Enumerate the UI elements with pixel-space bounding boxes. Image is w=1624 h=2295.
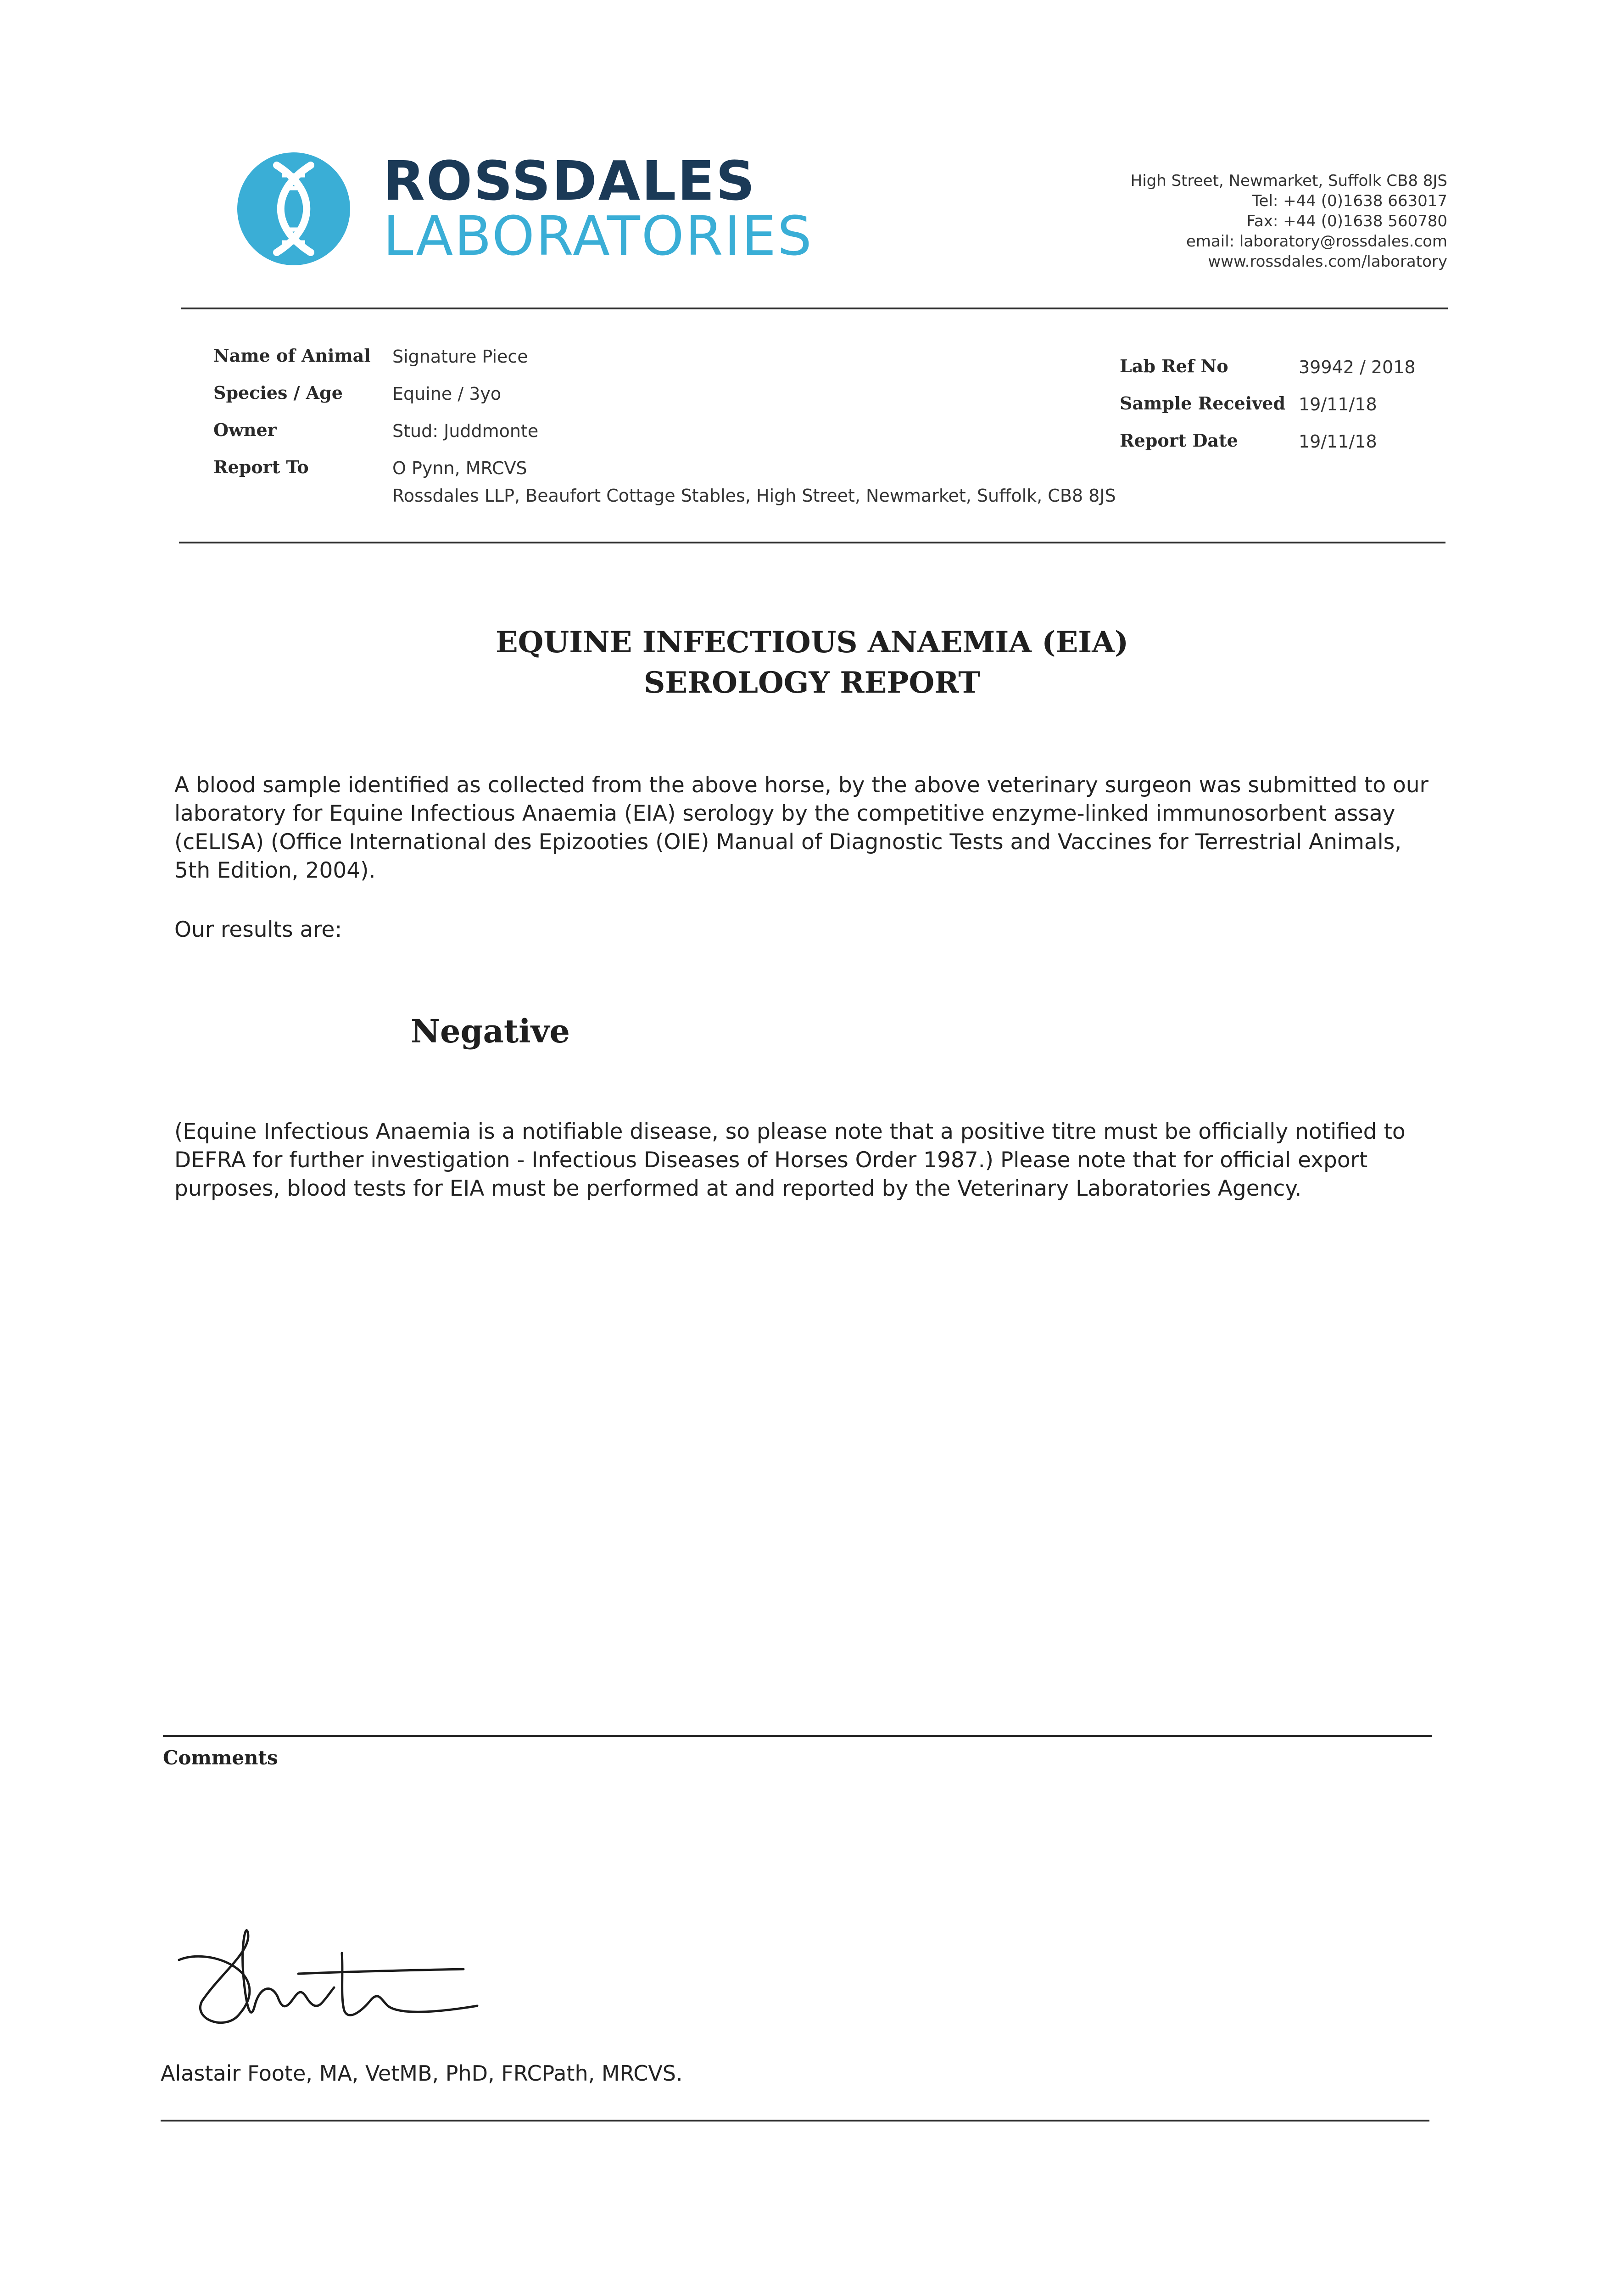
comments-divider (163, 1735, 1432, 1737)
species-label: Species / Age (213, 382, 343, 403)
name-label: Name of Animal (213, 345, 371, 366)
report-to-address: Rossdales LLP, Beaufort Cottage Stables, High Street, Newmarket, Suffolk, CB8 8JS (392, 486, 1116, 506)
lab-ref-value: 39942 / 2018 (1299, 357, 1416, 377)
header-divider (181, 308, 1448, 309)
report-date-value: 19/11/18 (1299, 431, 1377, 452)
signer-name: Alastair Foote, MA, VetMB, PhD, FRCPath, MRCVS. (161, 2061, 683, 2086)
signature (161, 1919, 491, 2043)
notifiable-note: (Equine Infectious Anaemia is a notifiable disease, so please note that a positive titre must be officially notified to DEFRA for further investigation - Infectious Diseases of Horses Order 1987.) Please note that for official export purposes, blood tests for EIA must be performed at and reported by the Veterinary Laboratories Agency. (174, 1119, 1406, 1201)
contact-block (1131, 171, 1447, 272)
owner-value: Stud: Juddmonte (392, 421, 539, 441)
report-title-line2: SEROLOGY REPORT (644, 666, 980, 700)
report-to-label: Report To (213, 457, 309, 477)
address: High Street, Newmarket, Suffolk CB8 8JS (1130, 172, 1447, 190)
lab-ref-label: Lab Ref No (1120, 356, 1228, 376)
info-divider (179, 542, 1445, 543)
report-date-label: Report Date (1120, 430, 1238, 451)
email: email: laboratory@rossdales.com (1186, 232, 1447, 251)
species-value: Equine / 3yo (392, 384, 502, 404)
brand-name-line2: LABORATORIES (383, 204, 813, 268)
owner-label: Owner (213, 420, 277, 440)
report-title-line1: EQUINE INFECTIOUS ANAEMIA (EIA) (495, 625, 1129, 660)
telephone: Tel: +44 (0)1638 663017 (1252, 192, 1447, 210)
dna-helix-icon (236, 151, 351, 266)
results-lead: Our results are: (174, 917, 342, 942)
intro-paragraph: A blood sample identified as collected from the above horse, by the above veterinary surgeon was submitted to our laboratory for Equine Infectious Anaemia (EIA) serology by the competitive enzyme-linked immunosorbent assay (cELISA) (Office International des Epizooties (OIE) Manual of Diagnostic Tests and Vaccines for Terrestrial Animals, 5th Edition, 2004). (174, 772, 1429, 883)
name-value: Signature Piece (392, 347, 528, 367)
brand-name-line1: ROSSDALES (383, 149, 756, 213)
fax: Fax: +44 (0)1638 560780 (1246, 212, 1447, 230)
sample-received-label: Sample Received (1120, 393, 1286, 414)
website: www.rossdales.com/laboratory (1208, 252, 1447, 271)
comments-label: Comments (163, 1746, 278, 1769)
sample-received-value: 19/11/18 (1299, 394, 1377, 414)
result-value: Negative (411, 1012, 570, 1050)
footer-divider (161, 2120, 1429, 2121)
report-to-value: O Pynn, MRCVS (392, 458, 527, 478)
